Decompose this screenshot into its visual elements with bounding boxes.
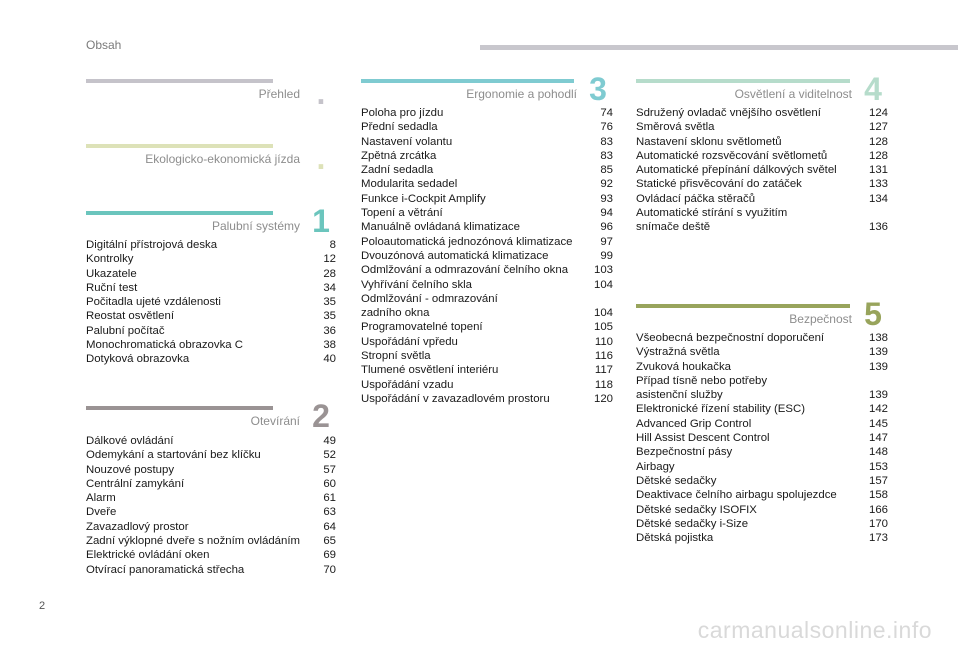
toc-entry[interactable] bbox=[86, 563, 336, 577]
section-oteviram bbox=[86, 398, 336, 576]
toc-entry[interactable] bbox=[636, 135, 888, 149]
toc-entry-title: Přední sedadla bbox=[361, 121, 438, 134]
watermark: carmanualsonline.info bbox=[697, 617, 932, 643]
toc-entry-page: 49 bbox=[323, 435, 336, 447]
toc-entry-page: 35 bbox=[323, 310, 336, 323]
section-ergonomie bbox=[361, 71, 613, 405]
toc-entry[interactable] bbox=[636, 517, 888, 531]
toc-entry-page: 76 bbox=[600, 121, 613, 134]
section-bar bbox=[636, 304, 850, 308]
section-bar bbox=[636, 79, 850, 83]
toc-entry-page: 157 bbox=[868, 474, 888, 487]
toc-entry[interactable] bbox=[86, 252, 336, 266]
toc-entry-title: Dveře bbox=[86, 506, 117, 519]
toc-entry[interactable] bbox=[86, 338, 336, 352]
toc-entry[interactable] bbox=[361, 278, 613, 292]
toc-entry-page: 124 bbox=[868, 107, 888, 119]
toc-entry[interactable] bbox=[361, 192, 613, 206]
toc-entry[interactable] bbox=[636, 360, 888, 374]
toc-entry-title: Poloautomatická jednozónová klimatizace bbox=[361, 235, 573, 248]
toc-entry[interactable] bbox=[636, 445, 888, 459]
toc-entry-page: 34 bbox=[323, 281, 336, 294]
toc-entry[interactable] bbox=[361, 149, 613, 163]
toc-entry-title: Poloha pro jízdu bbox=[361, 107, 444, 119]
toc-entry-title: Ukazatele bbox=[86, 267, 137, 280]
toc-entry-title: Airbagy bbox=[636, 460, 675, 473]
toc-entry-title: Funkce i-Cockpit Amplify bbox=[361, 192, 486, 205]
toc-entry-title: Statické přisvěcování do zatáček bbox=[636, 178, 802, 191]
toc-entry-page: 145 bbox=[868, 417, 888, 430]
toc-entry-title: Automatické stírání s využitím snímače deště bbox=[636, 207, 788, 234]
toc-entry[interactable] bbox=[86, 534, 336, 548]
toc-entry[interactable] bbox=[86, 505, 336, 519]
toc-entry-page: 158 bbox=[868, 489, 888, 502]
toc-entry-title: Uspořádání v zavazadlovém prostoru bbox=[361, 392, 550, 405]
toc-entry[interactable] bbox=[361, 292, 613, 321]
toc-entry-title: Ruční test bbox=[86, 281, 138, 294]
section-osvetleni bbox=[636, 71, 888, 234]
page-number: 2 bbox=[39, 600, 46, 612]
section-eko bbox=[86, 140, 336, 176]
toc-entry-title: Tlumené osvětlení interiéru bbox=[361, 364, 499, 377]
toc-entry-title: Dvouzónová automatická klimatizace bbox=[361, 249, 549, 262]
toc-entry[interactable] bbox=[636, 163, 888, 177]
toc-entry-title: Alarm bbox=[86, 492, 116, 505]
toc-entry-page: 128 bbox=[868, 149, 888, 162]
toc-entry-title: Programovatelné topení bbox=[361, 321, 483, 334]
toc-entry-title: Kontrolky bbox=[86, 253, 134, 266]
toc-entry-title: Reostat osvětlení bbox=[86, 310, 175, 323]
toc-entry-page: 170 bbox=[868, 517, 888, 530]
toc-entry-title: Vyhřívání čelního skla bbox=[361, 278, 473, 291]
toc-entry-page: 61 bbox=[323, 492, 336, 505]
toc-entry[interactable] bbox=[636, 417, 888, 431]
toc-entry-page: 166 bbox=[868, 503, 888, 516]
toc-entry-title: Odemykání a startování bez klíčku bbox=[86, 449, 261, 462]
toc-entry-page: 142 bbox=[868, 403, 888, 416]
section-title[interactable]: Osvětlení a viditelnost bbox=[734, 87, 852, 101]
section-prehled bbox=[86, 75, 336, 111]
toc-entry-title: Sdružený ovladač vnějšího osvětlení bbox=[636, 107, 821, 119]
toc-entry-title: Dětské sedačky bbox=[636, 474, 717, 487]
toc-entry-title: Směrová světla bbox=[636, 121, 715, 134]
toc-entry-title: Manuálně ovládaná klimatizace bbox=[361, 221, 520, 234]
toc-entry-page: 120 bbox=[593, 392, 613, 405]
section-number: 4 bbox=[864, 71, 882, 107]
toc-entry-page: 103 bbox=[593, 264, 613, 277]
toc-list bbox=[361, 106, 613, 406]
toc-entry-title: Elektrické ovládání oken bbox=[86, 549, 210, 562]
toc-entry[interactable] bbox=[636, 431, 888, 445]
toc-entry-title: Zavazadlový prostor bbox=[86, 520, 189, 533]
toc-entry[interactable] bbox=[86, 238, 336, 252]
toc-entry[interactable] bbox=[86, 477, 336, 491]
toc-list bbox=[636, 106, 888, 235]
toc-entry-title: Uspořádání vpředu bbox=[361, 335, 458, 348]
toc-entry-page: 97 bbox=[600, 235, 613, 248]
section-number: . bbox=[316, 140, 326, 176]
toc-entry-title: Automatické rozsvěcování světlometů bbox=[636, 149, 828, 162]
toc-entry-page: 36 bbox=[323, 324, 336, 337]
toc-entry-page: 139 bbox=[868, 360, 888, 373]
section-bar bbox=[86, 406, 273, 410]
toc-entry-page: 8 bbox=[329, 239, 336, 251]
toc-entry-page: 104 bbox=[593, 278, 613, 291]
toc-entry-page: 117 bbox=[594, 364, 613, 377]
toc-entry-page: 93 bbox=[600, 192, 613, 205]
toc-entry-page: 134 bbox=[868, 192, 888, 205]
toc-entry-title: Automatické přepínání dálkových světel bbox=[636, 164, 837, 177]
toc-entry-title: Uspořádání vzadu bbox=[361, 378, 454, 391]
toc-entry-page: 12 bbox=[323, 253, 336, 266]
section-title[interactable]: Přehled bbox=[258, 87, 300, 101]
toc-entry-page: 131 bbox=[868, 164, 888, 177]
section-title[interactable]: Otevírání bbox=[250, 414, 300, 428]
toc-entry-page: 85 bbox=[600, 164, 613, 177]
toc-entry-page: 173 bbox=[868, 532, 888, 545]
toc-entry[interactable] bbox=[86, 520, 336, 534]
toc-entry-title: Deaktivace čelního airbagu spolujezdce bbox=[636, 489, 837, 502]
toc-entry[interactable] bbox=[361, 320, 613, 334]
toc-entry-title: Dětské sedačky i-Size bbox=[636, 517, 749, 530]
toc-entry-page: 64 bbox=[323, 520, 336, 533]
toc-entry-title: Elektronické řízení stability (ESC) bbox=[636, 403, 806, 416]
toc-entry-title: Modularita sedadel bbox=[361, 178, 458, 191]
toc-entry-page: 83 bbox=[600, 149, 613, 162]
toc-entry[interactable] bbox=[636, 331, 888, 345]
toc-entry[interactable] bbox=[86, 463, 336, 477]
toc-entry-page: 60 bbox=[323, 477, 336, 490]
section-bezpecnost bbox=[636, 296, 888, 545]
toc-entry-page: 139 bbox=[868, 389, 888, 402]
toc-entry-page: 138 bbox=[868, 332, 888, 344]
toc-entry-page: 74 bbox=[600, 107, 613, 119]
toc-entry-title: Palubní počítač bbox=[86, 324, 165, 337]
toc-entry-title: Monochromatická obrazovka C bbox=[86, 339, 244, 352]
section-bar bbox=[86, 211, 273, 215]
toc-entry[interactable] bbox=[636, 106, 888, 120]
toc-entry[interactable] bbox=[86, 491, 336, 505]
toc-entry[interactable] bbox=[86, 295, 336, 309]
toc-entry[interactable] bbox=[636, 177, 888, 191]
toc-entry[interactable] bbox=[86, 309, 336, 323]
toc-entry[interactable] bbox=[636, 488, 888, 502]
toc-entry[interactable] bbox=[361, 120, 613, 134]
toc-entry-page: 65 bbox=[323, 535, 336, 548]
toc-entry[interactable] bbox=[636, 192, 888, 206]
section-number: 5 bbox=[864, 296, 882, 332]
toc-entry[interactable] bbox=[361, 135, 613, 149]
section-number: 1 bbox=[312, 203, 330, 239]
toc-entry-title: Odmlžování - odmrazování zadního okna bbox=[361, 292, 498, 320]
toc-entry-page: 139 bbox=[868, 346, 888, 359]
toc-entry-title: Zadní sedadla bbox=[361, 164, 434, 177]
toc-entry-title: Ovládací páčka stěračů bbox=[636, 192, 756, 205]
toc-entry-page: 63 bbox=[323, 506, 336, 519]
toc-entry-title: Dotyková obrazovka bbox=[86, 353, 190, 366]
toc-entry-title: Digitální přístrojová deska bbox=[86, 239, 218, 251]
toc-entry[interactable] bbox=[86, 434, 336, 448]
toc-entry[interactable] bbox=[361, 206, 613, 220]
toc-entry[interactable] bbox=[86, 267, 336, 281]
toc-entry[interactable] bbox=[86, 448, 336, 462]
toc-entry-title: Zadní výklopné dveře s nožním ovládáním bbox=[86, 535, 301, 548]
section-bar bbox=[86, 79, 273, 83]
toc-entry-page: 94 bbox=[600, 207, 613, 220]
toc-entry[interactable] bbox=[361, 106, 613, 120]
toc-entry-page: 28 bbox=[323, 267, 336, 280]
toc-entry-page: 57 bbox=[323, 463, 336, 476]
toc-entry[interactable] bbox=[361, 163, 613, 177]
toc-entry[interactable] bbox=[636, 503, 888, 517]
toc-entry[interactable] bbox=[361, 392, 613, 406]
section-bar bbox=[361, 79, 574, 83]
toc-entry-page: 40 bbox=[323, 353, 336, 366]
toc-entry-title: Otvírací panoramatická střecha bbox=[86, 563, 245, 576]
toc-list bbox=[86, 434, 336, 577]
section-title[interactable]: Bezpečnost bbox=[789, 312, 852, 326]
toc-entry-title: Stropní světla bbox=[361, 350, 431, 363]
toc-entry-page: 128 bbox=[868, 135, 888, 148]
toc-entry[interactable] bbox=[361, 177, 613, 191]
toc-entry-page: 92 bbox=[600, 178, 613, 191]
toc-entry-title: Případ tísně nebo potřeby asistenční služby bbox=[636, 374, 768, 402]
toc-entry[interactable] bbox=[636, 206, 888, 235]
toc-entry-title: Topení a větrání bbox=[361, 207, 443, 220]
toc-entry-title: Výstražná světla bbox=[636, 346, 720, 359]
toc-entry-title: Hill Assist Descent Control bbox=[636, 432, 770, 445]
toc-entry[interactable] bbox=[361, 235, 613, 249]
toc-entry[interactable] bbox=[361, 220, 613, 234]
toc-entry[interactable] bbox=[361, 263, 613, 277]
toc-entry-page: 110 bbox=[594, 335, 613, 348]
section-bar bbox=[86, 144, 273, 148]
toc-entry[interactable] bbox=[636, 460, 888, 474]
toc-entry[interactable] bbox=[636, 531, 888, 545]
toc-entry-page: 118 bbox=[594, 378, 613, 391]
toc-entry-page: 147 bbox=[868, 432, 888, 445]
toc-entry-page: 38 bbox=[323, 339, 336, 352]
section-title[interactable]: Ekologicko-ekonomická jízda bbox=[145, 152, 300, 166]
toc-entry[interactable] bbox=[636, 374, 888, 403]
toc-entry[interactable] bbox=[86, 548, 336, 562]
toc-entry-page: 96 bbox=[600, 221, 613, 234]
toc-entry[interactable] bbox=[636, 402, 888, 416]
toc-entry[interactable] bbox=[361, 335, 613, 349]
section-title[interactable]: Palubní systémy bbox=[211, 219, 300, 233]
toc-entry-title: Bezpečnostní pásy bbox=[636, 446, 733, 459]
toc-entry[interactable] bbox=[636, 120, 888, 134]
toc-entry[interactable] bbox=[361, 363, 613, 377]
toc-entry-page: 70 bbox=[323, 563, 336, 576]
toc-list bbox=[86, 238, 336, 367]
toc-entry-title: Počitadla ujeté vzdálenosti bbox=[86, 296, 221, 309]
page-header-title: Obsah bbox=[86, 38, 122, 52]
toc-entry[interactable] bbox=[361, 378, 613, 392]
toc-entry[interactable] bbox=[636, 345, 888, 359]
toc-entry-title: Nastavení sklonu světlometů bbox=[636, 135, 782, 148]
section-number: . bbox=[316, 75, 326, 111]
toc-entry-title: Dětské sedačky ISOFIX bbox=[636, 503, 757, 516]
toc-entry[interactable] bbox=[86, 352, 336, 366]
toc-entry-title: Nastavení volantu bbox=[361, 135, 453, 148]
toc-entry-page: 127 bbox=[868, 121, 888, 134]
toc-entry-title: Nouzové postupy bbox=[86, 463, 175, 476]
toc-entry-title: Odmlžování a odmrazování čelního okna bbox=[361, 264, 569, 277]
toc-entry[interactable] bbox=[86, 324, 336, 338]
toc-list bbox=[636, 331, 888, 545]
toc-entry-title: Advanced Grip Control bbox=[636, 417, 752, 430]
toc-entry-page: 83 bbox=[600, 135, 613, 148]
toc-entry-page: 52 bbox=[323, 449, 336, 462]
toc-entry-page: 69 bbox=[323, 549, 336, 562]
toc-entry[interactable] bbox=[361, 349, 613, 363]
toc-entry-title: Zvuková houkačka bbox=[636, 360, 731, 373]
toc-entry-title: Všeobecná bezpečnostní doporučení bbox=[636, 332, 825, 344]
toc-entry-title: Dálkové ovládání bbox=[86, 435, 174, 447]
section-palubni bbox=[86, 203, 336, 366]
toc-entry-page: 99 bbox=[600, 249, 613, 262]
toc-entry-title: Centrální zamykání bbox=[86, 477, 185, 490]
toc-entry-page: 153 bbox=[868, 460, 888, 473]
toc-entry-page: 104 bbox=[593, 307, 613, 320]
toc-entry-page: 35 bbox=[323, 296, 336, 309]
toc-entry-page: 105 bbox=[593, 321, 613, 334]
header-bar bbox=[480, 45, 958, 50]
toc-entry-page: 136 bbox=[868, 221, 888, 234]
section-number: 2 bbox=[312, 398, 330, 434]
toc-entry[interactable] bbox=[86, 281, 336, 295]
section-number: 3 bbox=[589, 71, 607, 107]
section-title[interactable]: Ergonomie a pohodlí bbox=[466, 87, 577, 101]
toc-entry[interactable] bbox=[636, 474, 888, 488]
toc-entry-page: 133 bbox=[868, 178, 888, 191]
toc-entry[interactable] bbox=[636, 149, 888, 163]
toc-entry-title: Dětská pojistka bbox=[636, 532, 714, 545]
toc-entry[interactable] bbox=[361, 249, 613, 263]
toc-entry-page: 116 bbox=[594, 350, 613, 363]
toc-entry-page: 148 bbox=[868, 446, 888, 459]
toc-entry-title: Zpětná zrcátka bbox=[361, 149, 437, 162]
